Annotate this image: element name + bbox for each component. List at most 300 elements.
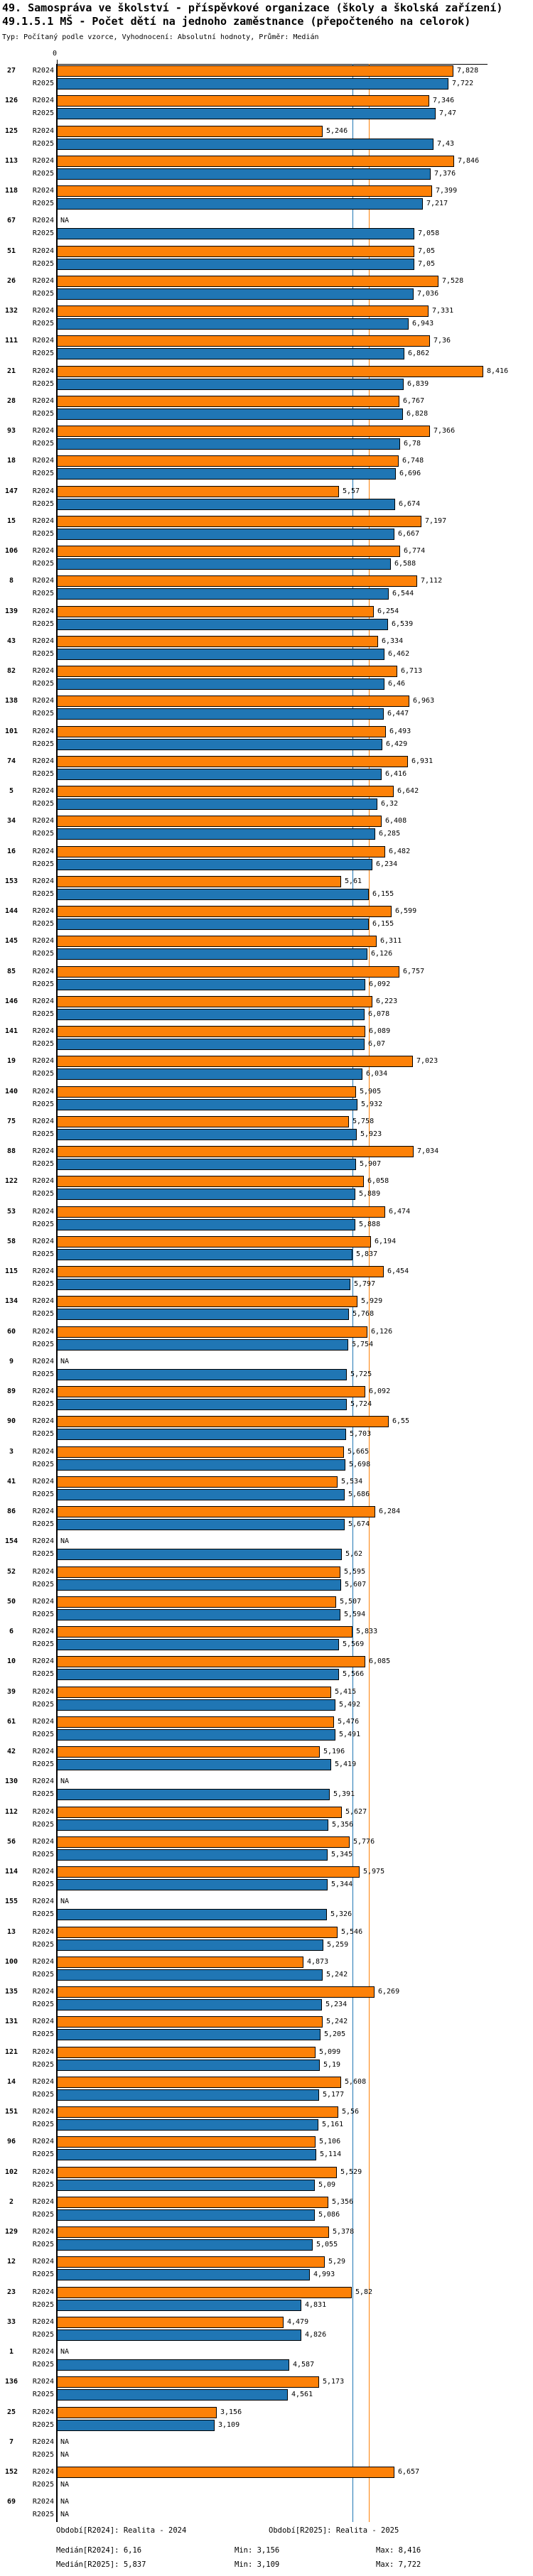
series-label-r2024: R2024 <box>32 697 54 705</box>
series-label-r2025: R2025 <box>32 170 54 178</box>
bar-r2025 <box>57 588 389 600</box>
bar-r2024 <box>57 756 408 767</box>
page-title: 49. Samospráva ve školství - příspěvkové organizace (školy a školská zařízení) <box>2 1 503 14</box>
series-label-r2024: R2024 <box>32 427 54 435</box>
series-label-r2025: R2025 <box>32 560 54 568</box>
series-label-r2025: R2025 <box>32 1280 54 1288</box>
series-label-r2024: R2024 <box>32 1358 54 1365</box>
bar-value-r2024: 6,408 <box>385 817 407 825</box>
group-id-label: 53 <box>6 1208 16 1216</box>
bar-value-r2024-na: NA <box>60 2438 70 2446</box>
group-id-label: 146 <box>4 997 18 1005</box>
bar-value-r2025: 5,114 <box>320 2150 342 2158</box>
group-id-label: 152 <box>4 2468 18 2476</box>
series-label-r2024: R2024 <box>32 67 54 75</box>
group-id-label: 25 <box>6 2408 16 2416</box>
bar-value-r2024: 7,112 <box>421 577 443 585</box>
series-label-r2025: R2025 <box>32 860 54 868</box>
series-label-r2025: R2025 <box>32 2211 54 2219</box>
bar-value-r2025: 4,826 <box>305 2331 327 2339</box>
bar-value-r2024: 7,034 <box>417 1147 439 1155</box>
bar-value-r2025: 5,907 <box>360 1160 382 1168</box>
bar-r2025 <box>57 1819 328 1831</box>
series-label-r2025: R2025 <box>32 1910 54 1918</box>
bar-value-r2024: 6,963 <box>413 697 435 705</box>
bar-r2025 <box>57 1309 349 1320</box>
bar-r2024 <box>57 1086 356 1098</box>
bar-r2025 <box>57 1129 357 1140</box>
group-id-label: 101 <box>4 727 18 735</box>
series-label-r2025: R2025 <box>32 650 54 658</box>
bar-r2025 <box>57 2119 318 2131</box>
series-label-r2024: R2024 <box>32 2168 54 2176</box>
bar-value-r2025: 4,993 <box>313 2271 335 2278</box>
bar-value-r2024: 7,023 <box>416 1057 438 1065</box>
bar-r2024 <box>57 1566 340 1578</box>
bar-value-r2024: 6,194 <box>375 1238 397 1245</box>
series-label-r2025: R2025 <box>32 229 54 237</box>
bar-r2024 <box>57 95 429 107</box>
series-label-r2024: R2024 <box>32 1868 54 1876</box>
bar-value-r2025: 5,932 <box>361 1100 383 1108</box>
bar-value-r2025: 6,78 <box>404 440 421 448</box>
page-subtitle: 49.1.5.1 MŠ - Počet dětí na jednoho zaměstnance (přepočteného na celorok) <box>2 15 471 28</box>
footer-period-r2024: Období[R2024]: Realita - 2024 <box>56 2526 187 2535</box>
bar-value-r2024: 5,975 <box>363 1868 385 1876</box>
series-label-r2024: R2024 <box>32 2438 54 2446</box>
bar-value-r2024: 4,873 <box>307 1958 329 1966</box>
bar-value-r2025: 5,234 <box>325 2001 348 2008</box>
bar-value-r2025: 6,078 <box>368 1010 390 1018</box>
bar-r2025 <box>57 1549 342 1560</box>
bar-value-r2025: 5,698 <box>349 1461 371 1468</box>
bar-value-r2025-na: NA <box>60 2451 70 2459</box>
bar-value-r2025: 7,376 <box>434 170 456 178</box>
series-label-r2024: R2024 <box>32 1328 54 1336</box>
bar-r2025 <box>57 1429 346 1440</box>
bar-r2025 <box>57 1789 330 1800</box>
x-axis-zero-label: 0 <box>53 50 58 58</box>
group-id-label: 23 <box>6 2288 16 2296</box>
group-id-label: 16 <box>6 848 16 855</box>
bar-r2024 <box>57 1927 338 1938</box>
series-label-r2024: R2024 <box>32 2498 54 2506</box>
series-label-r2024: R2024 <box>32 2048 54 2056</box>
series-label-r2025: R2025 <box>32 2061 54 2069</box>
series-label-r2025: R2025 <box>32 2511 54 2518</box>
group-id-label: 132 <box>4 307 18 315</box>
bar-r2024 <box>57 1596 336 1608</box>
series-label-r2024: R2024 <box>32 2378 54 2386</box>
group-id-label: 69 <box>6 2498 16 2506</box>
series-label-r2024: R2024 <box>32 997 54 1005</box>
bar-r2024 <box>57 1476 338 1488</box>
bar-value-r2025: 5,768 <box>352 1310 375 1318</box>
series-label-r2024: R2024 <box>32 217 54 224</box>
bar-r2024 <box>57 1326 367 1338</box>
bar-r2024 <box>57 1206 385 1218</box>
series-label-r2025: R2025 <box>32 920 54 928</box>
group-id-label: 131 <box>4 2018 18 2025</box>
series-label-r2025: R2025 <box>32 1611 54 1618</box>
bar-value-r2024: 5,173 <box>323 2378 345 2386</box>
bar-value-r2025: 6,092 <box>369 980 391 988</box>
series-label-r2024: R2024 <box>32 2108 54 2116</box>
bar-r2024 <box>57 1626 352 1638</box>
bar-r2024 <box>57 1957 303 1968</box>
group-id-label: 88 <box>6 1147 16 1155</box>
series-label-r2024: R2024 <box>32 1838 54 1846</box>
group-id-label: 61 <box>6 1718 16 1726</box>
group-id-label: 28 <box>6 397 16 405</box>
group-id-label: 129 <box>4 2228 18 2236</box>
group-id-label: 41 <box>6 1478 16 1485</box>
bar-value-r2025: 5,888 <box>359 1221 381 1228</box>
bar-r2024 <box>57 2467 394 2478</box>
series-label-r2025: R2025 <box>32 530 54 538</box>
bar-value-r2024: 7,828 <box>457 67 479 75</box>
bar-value-r2025: 6,416 <box>385 770 407 778</box>
bar-r2024 <box>57 2197 328 2208</box>
bar-value-r2025: 5,686 <box>348 1490 370 1498</box>
group-id-label: 51 <box>6 247 16 255</box>
bar-value-r2025: 5,797 <box>354 1280 376 1288</box>
group-id-label: 85 <box>6 968 16 975</box>
series-label-r2024: R2024 <box>32 1988 54 1996</box>
bar-r2024 <box>57 2407 217 2418</box>
series-label-r2024: R2024 <box>32 1928 54 1936</box>
series-label-r2025: R2025 <box>32 1880 54 1888</box>
bar-r2025 <box>57 1849 328 1861</box>
bar-value-r2024: 5,776 <box>353 1838 375 1846</box>
series-label-r2025: R2025 <box>32 2391 54 2398</box>
group-id-label: 14 <box>6 2078 16 2086</box>
series-label-r2024: R2024 <box>32 1478 54 1485</box>
bar-value-r2025: 6,674 <box>399 500 421 508</box>
series-label-r2024: R2024 <box>32 2138 54 2145</box>
bar-value-r2024: 6,642 <box>397 787 419 795</box>
bar-value-r2024: 6,713 <box>401 667 423 675</box>
bar-r2025 <box>57 1399 347 1410</box>
bar-value-r2025: 4,831 <box>305 2301 327 2309</box>
series-label-r2025: R2025 <box>32 2361 54 2369</box>
bar-r2025 <box>57 2269 310 2280</box>
bar-r2025 <box>57 438 400 450</box>
series-label-r2024: R2024 <box>32 277 54 285</box>
bar-r2025 <box>57 259 414 270</box>
bar-value-r2025: 7,43 <box>437 140 455 148</box>
series-label-r2025: R2025 <box>32 200 54 207</box>
bar-value-r2025: 5,259 <box>327 1941 349 1949</box>
footer-min-r2025: Min: 3,109 <box>235 2560 280 2569</box>
bar-r2025 <box>57 1189 355 1200</box>
bar-r2024 <box>57 246 414 257</box>
group-id-label: 10 <box>6 1657 16 1665</box>
bar-value-r2025: 6,034 <box>366 1070 388 1078</box>
bar-value-r2024: 5,476 <box>338 1718 360 1726</box>
series-label-r2025: R2025 <box>32 1070 54 1078</box>
bar-r2024 <box>57 1986 375 1998</box>
group-id-label: 18 <box>6 457 16 465</box>
bar-r2024 <box>57 305 429 317</box>
series-label-r2025: R2025 <box>32 2331 54 2339</box>
group-id-label: 74 <box>6 757 16 765</box>
bar-r2024 <box>57 1386 365 1397</box>
bar-r2024 <box>57 1866 360 1878</box>
group-id-label: 34 <box>6 817 16 825</box>
bar-r2024 <box>57 666 397 677</box>
group-id-label: 112 <box>4 1808 18 1816</box>
series-label-r2025: R2025 <box>32 1670 54 1678</box>
bar-value-r2024: 3,156 <box>220 2408 242 2416</box>
bar-value-r2024-na: NA <box>60 1358 70 1365</box>
bar-r2024 <box>57 486 339 497</box>
series-label-r2025: R2025 <box>32 620 54 628</box>
series-label-r2024: R2024 <box>32 1958 54 1966</box>
series-label-r2025: R2025 <box>32 1310 54 1318</box>
group-id-label: 102 <box>4 2168 18 2176</box>
chart-meta: Typ: Počítaný podle vzorce, Vyhodnocení: Absolutní hodnoty, Průměr: Medián <box>2 33 319 41</box>
series-label-r2024: R2024 <box>32 1777 54 1785</box>
bar-r2025 <box>57 2060 320 2071</box>
group-id-label: 58 <box>6 1238 16 1245</box>
series-label-r2024: R2024 <box>32 517 54 525</box>
series-label-r2025: R2025 <box>32 410 54 418</box>
series-label-r2024: R2024 <box>32 397 54 405</box>
series-label-r2025: R2025 <box>32 590 54 597</box>
bar-r2025 <box>57 379 404 390</box>
bar-value-r2025: 7,722 <box>452 80 474 87</box>
bar-value-r2024: 5,415 <box>335 1688 357 1696</box>
series-label-r2024: R2024 <box>32 787 54 795</box>
series-label-r2025: R2025 <box>32 1640 54 1648</box>
bar-value-r2025: 6,696 <box>399 470 421 477</box>
bar-value-r2025: 6,155 <box>372 890 394 898</box>
bar-value-r2025: 6,539 <box>392 620 414 628</box>
bar-value-r2024: 5,595 <box>344 1568 366 1576</box>
bar-r2024 <box>57 966 399 978</box>
bar-r2024 <box>57 455 399 467</box>
series-label-r2025: R2025 <box>32 1581 54 1589</box>
bar-value-r2024: 6,774 <box>404 547 426 555</box>
bar-value-r2025: 5,837 <box>356 1250 378 1258</box>
bar-r2024 <box>57 2167 337 2178</box>
bar-value-r2024: 7,36 <box>434 337 451 345</box>
bar-r2025 <box>57 2420 215 2431</box>
bar-r2025 <box>57 1759 331 1770</box>
bar-r2025 <box>57 1639 339 1650</box>
bar-r2025 <box>57 2359 289 2371</box>
bar-r2025 <box>57 108 436 119</box>
group-id-label: 96 <box>6 2138 16 2145</box>
group-id-label: 106 <box>4 547 18 555</box>
group-id-label: 50 <box>6 1598 16 1606</box>
bar-value-r2024: 6,085 <box>369 1657 391 1665</box>
bar-value-r2024: 5,61 <box>345 877 362 885</box>
bar-value-r2025: 7,036 <box>417 290 439 298</box>
bar-r2024 <box>57 1416 389 1427</box>
footer-max-r2025: Max: 7,722 <box>376 2560 421 2569</box>
bar-value-r2024: 5,627 <box>345 1808 367 1816</box>
series-label-r2024: R2024 <box>32 157 54 165</box>
bar-r2024 <box>57 906 392 917</box>
bar-value-r2024: 6,599 <box>395 907 417 915</box>
bar-value-r2025: 6,862 <box>408 350 430 357</box>
bar-value-r2024: 6,931 <box>411 757 434 765</box>
bar-r2025 <box>57 1579 341 1591</box>
bar-value-r2024: 4,479 <box>287 2318 309 2326</box>
bar-value-r2025: 5,923 <box>360 1130 382 1138</box>
series-label-r2025: R2025 <box>32 2481 54 2489</box>
bar-r2024 <box>57 2287 352 2298</box>
bar-value-r2024-na: NA <box>60 1898 70 1905</box>
bar-r2025 <box>57 2389 288 2401</box>
bar-r2025 <box>57 619 388 630</box>
series-label-r2025: R2025 <box>32 290 54 298</box>
series-label-r2024: R2024 <box>32 187 54 195</box>
group-id-label: 39 <box>6 1688 16 1696</box>
bar-value-r2025: 5,569 <box>343 1640 365 1648</box>
bar-value-r2025: 5,161 <box>322 2121 344 2128</box>
group-id-label: 111 <box>4 337 18 345</box>
bar-r2025 <box>57 678 384 690</box>
bar-value-r2025: 7,05 <box>418 260 436 268</box>
bar-r2024 <box>57 65 453 77</box>
series-label-r2024: R2024 <box>32 1088 54 1095</box>
bar-r2024 <box>57 1296 357 1307</box>
group-id-label: 155 <box>4 1898 18 1905</box>
series-label-r2024: R2024 <box>32 1628 54 1635</box>
bar-value-r2025: 6,429 <box>386 740 408 748</box>
series-label-r2025: R2025 <box>32 440 54 448</box>
series-label-r2025: R2025 <box>32 740 54 748</box>
bar-value-r2024: 5,82 <box>355 2288 373 2296</box>
bar-r2025 <box>57 198 423 210</box>
bar-r2025 <box>57 948 367 960</box>
bar-r2024 <box>57 126 323 137</box>
series-label-r2025: R2025 <box>32 1160 54 1168</box>
group-id-label: 140 <box>4 1088 18 1095</box>
series-label-r2025: R2025 <box>32 2181 54 2189</box>
bar-r2025 <box>57 2239 313 2251</box>
series-label-r2024: R2024 <box>32 457 54 465</box>
group-id-label: 15 <box>6 517 16 525</box>
bar-r2024 <box>57 185 432 197</box>
bar-r2024 <box>57 2077 341 2088</box>
bar-value-r2024: 5,57 <box>343 487 360 495</box>
series-label-r2025: R2025 <box>32 1550 54 1558</box>
group-id-label: 130 <box>4 1777 18 1785</box>
bar-value-r2024: 6,757 <box>403 968 425 975</box>
series-label-r2025: R2025 <box>32 350 54 357</box>
group-id-label: 75 <box>6 1117 16 1125</box>
series-label-r2025: R2025 <box>32 80 54 87</box>
bar-r2024 <box>57 2047 316 2058</box>
bar-r2025 <box>57 1519 345 1530</box>
series-label-r2025: R2025 <box>32 470 54 477</box>
bar-r2025 <box>57 769 382 780</box>
bar-r2024 <box>57 1236 371 1248</box>
series-label-r2025: R2025 <box>32 2421 54 2429</box>
bar-r2024 <box>57 1807 342 1818</box>
bar-r2025 <box>57 1159 356 1170</box>
bar-r2025 <box>57 2209 315 2221</box>
bar-value-r2025: 5,703 <box>350 1430 372 1438</box>
group-id-label: 121 <box>4 2048 18 2056</box>
series-label-r2024: R2024 <box>32 337 54 345</box>
bar-r2024 <box>57 1026 365 1037</box>
group-id-label: 82 <box>6 667 16 675</box>
bar-value-r2025: 5,491 <box>339 1731 361 1738</box>
bar-value-r2024: 5,929 <box>361 1297 383 1305</box>
bar-r2025 <box>57 1669 339 1680</box>
bar-r2024 <box>57 1506 375 1517</box>
bar-value-r2024: 5,833 <box>356 1628 378 1635</box>
group-id-label: 52 <box>6 1568 16 1576</box>
bar-value-r2024: 5,29 <box>328 2258 346 2266</box>
series-label-r2024: R2024 <box>32 1297 54 1305</box>
bar-r2024 <box>57 2106 338 2118</box>
series-label-r2024: R2024 <box>32 577 54 585</box>
bar-r2024 <box>57 546 400 557</box>
bar-r2024 <box>57 1446 344 1458</box>
group-id-label: 26 <box>6 277 16 285</box>
group-id-label: 125 <box>4 127 18 135</box>
footer-median-r2024: Medián[R2024]: 6,16 <box>56 2546 142 2555</box>
bar-value-r2025: 5,177 <box>323 2091 345 2099</box>
series-label-r2024: R2024 <box>32 1598 54 1606</box>
bar-value-r2024: 5,56 <box>342 2108 360 2116</box>
series-label-r2025: R2025 <box>32 2241 54 2248</box>
bar-r2025 <box>57 739 382 750</box>
series-label-r2025: R2025 <box>32 1010 54 1018</box>
group-id-label: 42 <box>6 1748 16 1755</box>
group-id-label: 5 <box>9 787 14 795</box>
series-label-r2025: R2025 <box>32 2121 54 2128</box>
bar-value-r2024: 5,534 <box>341 1478 363 1485</box>
bar-value-r2024: 5,608 <box>345 2078 367 2086</box>
series-label-r2024: R2024 <box>32 848 54 855</box>
bar-r2025 <box>57 1009 365 1020</box>
series-label-r2024: R2024 <box>32 757 54 765</box>
group-id-label: 3 <box>9 1448 14 1456</box>
series-label-r2024: R2024 <box>32 1898 54 1905</box>
bar-r2025 <box>57 649 384 660</box>
series-label-r2024: R2024 <box>32 1568 54 1576</box>
bar-value-r2024: 5,242 <box>326 2018 348 2025</box>
group-id-label: 145 <box>4 937 18 945</box>
bar-r2025 <box>57 1099 357 1110</box>
bar-r2024 <box>57 1146 414 1157</box>
series-label-r2024: R2024 <box>32 1147 54 1155</box>
bar-r2024 <box>57 996 372 1007</box>
group-id-label: 8 <box>9 577 14 585</box>
bar-value-r2025: 5,725 <box>350 1370 372 1378</box>
bar-value-r2024: 5,546 <box>341 1928 363 1936</box>
bar-r2024 <box>57 2016 323 2028</box>
bar-r2025 <box>57 1068 362 1080</box>
bar-r2024 <box>57 2376 319 2388</box>
bar-r2024 <box>57 1746 320 1758</box>
bar-r2025 <box>57 139 434 150</box>
group-id-label: 151 <box>4 2108 18 2116</box>
series-label-r2024: R2024 <box>32 2228 54 2236</box>
bar-r2025 <box>57 1459 345 1471</box>
bar-value-r2024: 5,758 <box>352 1117 375 1125</box>
series-label-r2024: R2024 <box>32 937 54 945</box>
bar-r2024 <box>57 1176 364 1187</box>
bar-value-r2025: 4,587 <box>293 2361 315 2369</box>
